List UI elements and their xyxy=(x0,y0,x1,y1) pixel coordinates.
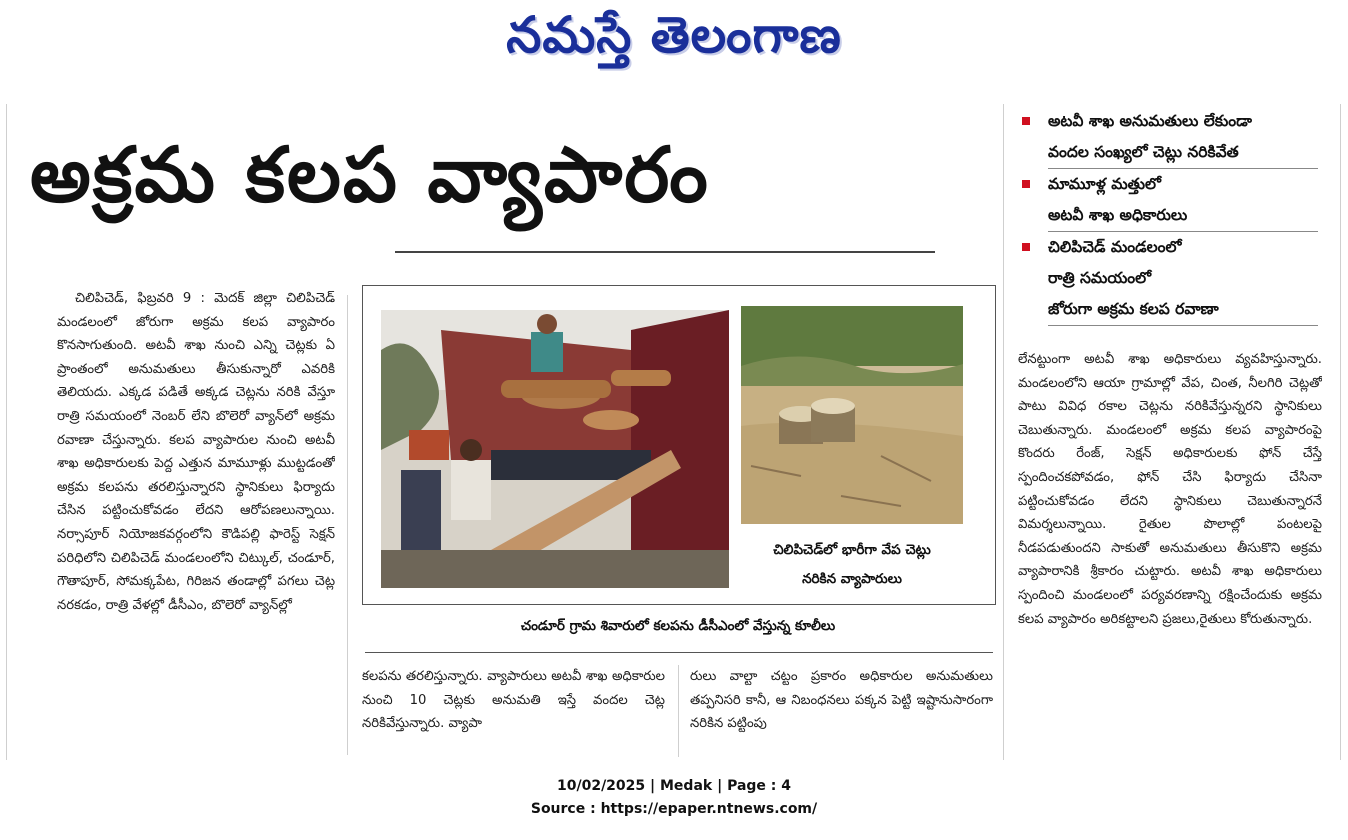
article-column-middle-2 xyxy=(690,665,993,757)
article-text: చిలిపిచెడ్, ఫిబ్రవరి 9 : మెదక్ జిల్లా చిలిపిచెడ్ మండలంలో జోరుగా అక్రమ కలప వ్యాపారం కొనసాగుతుంది. అటవీ శాఖ నుంచి ఎన్ని చెట్లకు ఏ ప్రాంతంలో అనుమతులు తీసుకున్నారో ఎవరికి తెలియదు. ఎక్కడ పడితే అక్కడ చెట్లను నరికి వేస్తూ రాత్రి సమయంలో నెంబర్ లేని బొలెరో వ్యాన్‌లో అక్రమ రవాణా చేస్తున్నారు. కలప వ్యాపారుల నుంచి అటవీ శాఖ అధికారులకు పెద్ద ఎత్తున మామూళ్లు ముట్టడంతో అక్రమ కలపను తరలిస్తున్నారని స్థానికులు ఫిర్యాదు చేసిన పట్టించుకోవడం లేదని ఆరోపణలున్నాయి. నర్సాపూర్ నియోజకవర్గంలోని కౌడిపల్లి ఫారెస్ట్ సెక్షన్ పరిధిలోని చిలిపిచెడ్ మండలంలోని చిట్కుల్, చండూర్, గౌతాపూర్, సోమక్కపేట, గిరిజన తండాల్లో పగలు చెట్ల నరకడం, రాత్రి వేళల్లో డీసీఎం, బొలెరో వ్యాన్‌ల్లో xyxy=(57,291,335,613)
article-column-middle-1 xyxy=(362,665,665,757)
truck-loading-photo xyxy=(381,310,729,588)
headline-underline xyxy=(395,251,935,253)
column-divider-left xyxy=(347,295,348,755)
article-column-left xyxy=(57,287,335,755)
photo-small-caption xyxy=(741,536,963,594)
footer-source-line: Source : https://epaper.ntnews.com/ xyxy=(530,801,818,817)
tree-stumps-photo xyxy=(741,306,963,524)
highlight-item xyxy=(1018,232,1318,326)
column-divider-middle xyxy=(678,665,679,757)
highlight-line: అటవీ శాఖ అనుమతులు లేకుండా xyxy=(1048,112,1252,130)
caption-underline xyxy=(365,652,993,653)
page-border-right xyxy=(1340,104,1341,760)
photo-panel xyxy=(362,285,996,605)
bullet-square-icon xyxy=(1022,243,1030,251)
highlights-box xyxy=(1018,106,1318,326)
article-text: కలపను తరలిస్తున్నారు. వ్యాపారులు అటవీ శాఖ అధికారుల నుంచి 10 చెట్లకు అనుమతి ఇస్తే వందల చెట్ల నరికివేస్తున్నారు. వ్యాపా xyxy=(362,669,665,732)
masthead xyxy=(0,0,1348,85)
highlight-item xyxy=(1018,169,1318,232)
page-border-left xyxy=(6,104,7,760)
bullet-square-icon xyxy=(1022,180,1030,188)
photo-main-caption: చండూర్ గ్రామ శివారులో కలపను డీసీఎంలో వేస్తున్న కూలీలు xyxy=(520,618,836,634)
highlight-line: రాత్రి సమయంలో xyxy=(1048,269,1152,287)
bullet-square-icon xyxy=(1022,117,1030,125)
highlight-line: మామూళ్ల మత్తులో xyxy=(1048,175,1161,193)
caption-line: చిలిపిచెడ్‌లో భారీగా వేప చెట్లు xyxy=(773,542,931,558)
highlight-line: వందల సంఖ్యలో చెట్లు నరికివేత xyxy=(1048,137,1318,169)
article-text: లేనట్టుంగా అటవీ శాఖ అధికారులు వ్యవహిస్తున్నారు. మండలంలోని ఆయా గ్రామాల్లో వేప, చింత, నీలగిరి చెట్లతో పాటు వివిధ రకాల చెట్లను నరికివేస్తున్నరని స్థానికులు చెబుతున్నారు. మండలంలో అక్రమ కలప వ్యాపారంపై కొందరు రేంజ్, సెక్షన్ అధికారులకు ఫోన్ చేస్తే స్పందించకపోవడం, ఫోన్ చేసి ఫిర్యాదు చేసినా పట్టించుకోవడం లేదని స్థానికులు చెబుతున్నారనే విమర్శలున్నాయి. రైతుల పొలాల్లో పంటలపై నీడపడుతుందని సాకుతో అనుమతులు తీసుకొని అక్రమ వ్యాపారానికి శ్రీకారం చుట్టారు. అటవీ శాఖ అధికారులు స్పందించి మండలంలో పర్యవరణాన్ని రక్షించేందుకు అక్రమ కలప వ్యాపారం అరికట్టాలని ప్రజలు,రైతులు కోరుతున్నారు. xyxy=(1018,352,1322,627)
highlight-line: అటవీ శాఖ అధికారులు xyxy=(1048,200,1318,232)
headline: అక్రమ కలప వ్యాపారం xyxy=(30,130,710,219)
article-column-right xyxy=(1018,348,1322,758)
article-text: రులు వాల్టా చట్టం ప్రకారం అధికారుల అనుమతులు తప్పనిసరి కానీ, ఆ నిబంధనలు పక్కన పెట్టి ఇష్టానుసారంగా నరికిన పట్టింపు xyxy=(690,669,993,732)
caption-line: నరికిన వ్యాపారులు xyxy=(802,571,902,587)
highlight-item xyxy=(1018,106,1318,169)
masthead-title: నమస్తే తెలంగాణ xyxy=(506,6,842,64)
column-divider xyxy=(1003,104,1004,760)
highlight-line: చిలిపిచెడ్ మండలంలో xyxy=(1048,238,1182,256)
footer-date-line: 10/02/2025 | Medak | Page : 4 xyxy=(556,778,792,794)
highlight-line: జోరుగా అక్రమ కలప రవాణా xyxy=(1048,294,1318,326)
